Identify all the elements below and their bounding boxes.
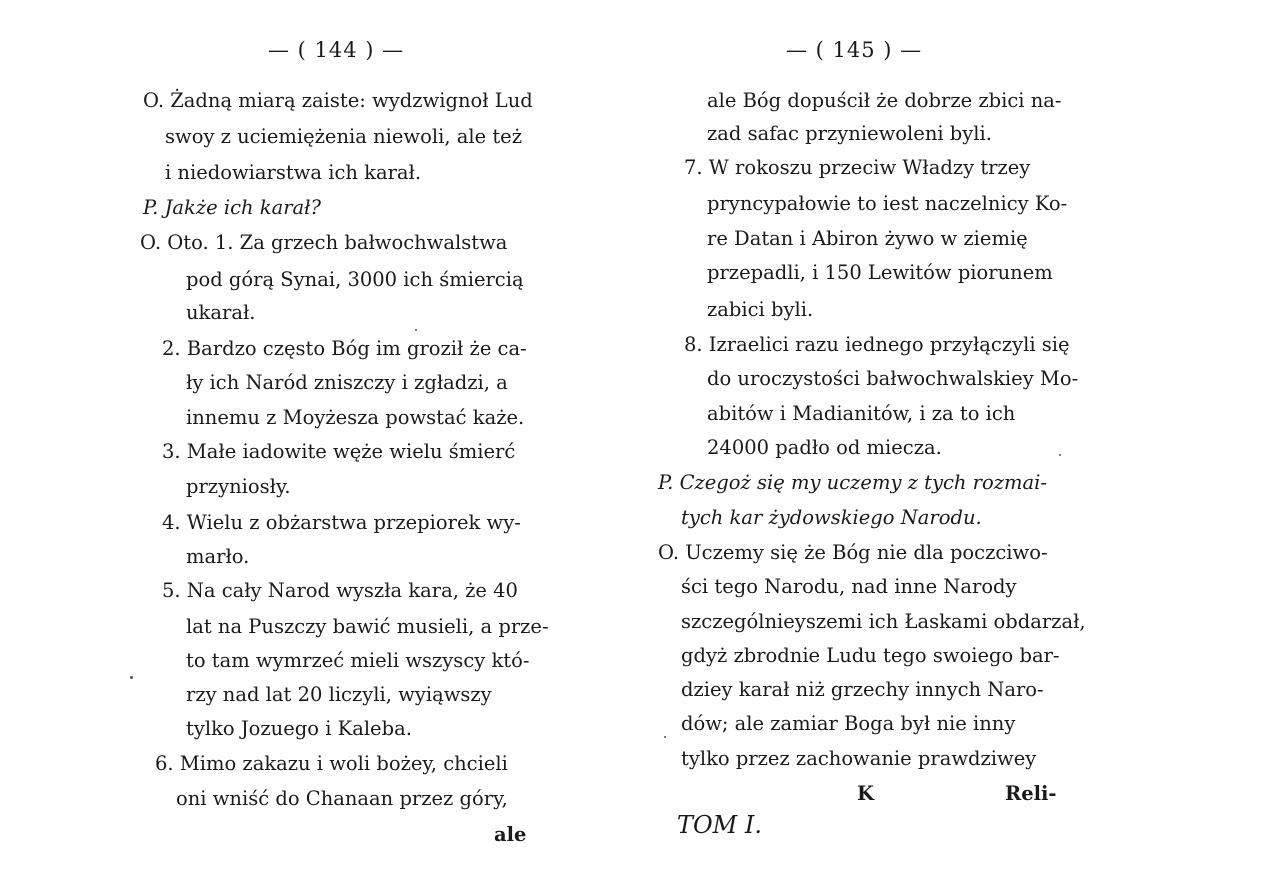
text-line: i niedowiarstwa ich karał. xyxy=(165,161,422,184)
text-line: tylko Jozuego i Kaleba. xyxy=(186,717,412,740)
text-line: oni wniść do Chanaan przez góry, xyxy=(176,787,508,810)
paper-speck xyxy=(415,329,417,331)
text-line: lat na Puszczy bawić musieli, a prze- xyxy=(186,615,549,638)
text-line: swoy z uciemiężenia niewoli, ale też xyxy=(165,125,522,148)
text-line: ści tego Narodu, nad inne Narody xyxy=(681,575,1017,598)
text-line: re Datan i Abiron żywo w ziemię xyxy=(707,227,1028,250)
text-line: zabici byli. xyxy=(707,298,814,321)
text-line: pryncypałowie to iest naczelnicy Ko- xyxy=(707,192,1068,215)
text-line: 24000 padło od miecza. xyxy=(707,436,942,459)
text-line: dziey karał niż grzechy innych Naro- xyxy=(681,678,1044,701)
catchword: Reli- xyxy=(1005,782,1057,805)
text-line: O. Żadną miarą zaiste: wydzwignoł Lud xyxy=(143,89,533,112)
text-line: innemu z Moyżesza powstać każe. xyxy=(186,406,525,429)
text-line: 7. W rokoszu przeciw Władzy trzey xyxy=(684,156,1031,179)
text-line: ukarał. xyxy=(186,301,256,324)
signature-mark: K xyxy=(857,782,874,805)
text-line: 3. Małe iadowite węże wielu śmierć xyxy=(162,440,516,463)
text-line: ale Bóg dopuścił że dobrze zbici na- xyxy=(707,89,1062,112)
text-line: 2. Bardzo często Bóg im groził że ca- xyxy=(162,337,527,360)
question-line: P. Czegoż się my uczemy z tych rozmai- xyxy=(658,471,1047,494)
text-line: dów; ale zamiar Boga był nie inny xyxy=(681,712,1016,735)
question-line: P. Jakże ich karał? xyxy=(143,196,321,219)
text-line: to tam wymrzeć mieli wszyscy któ- xyxy=(186,649,530,672)
text-line: 8. Izraelici razu iednego przyłączyli się xyxy=(684,333,1070,356)
question-line: tych kar żydowskiego Narodu. xyxy=(681,506,982,529)
text-line: rzy nad lat 20 liczyli, wyiąwszy xyxy=(186,683,492,706)
right-page xyxy=(631,0,1263,893)
text-line: 6. Mimo zakazu i woli bożey, chcieli xyxy=(155,752,508,775)
catchword: ale xyxy=(494,823,527,846)
text-line: 4. Wielu z obżarstwa przepiorek wy- xyxy=(162,511,521,534)
page-header-144: — ( 144 ) — xyxy=(268,38,405,62)
paper-speck xyxy=(130,676,133,679)
text-line: 5. Na cały Narod wyszła kara, że 40 xyxy=(162,579,518,602)
text-line: szczególnieyszemi ich Łaskami obdarzał, xyxy=(681,610,1086,633)
text-line: O. Uczemy się że Bóg nie dla poczciwo- xyxy=(658,541,1048,564)
text-line: pod górą Synai, 3000 ich śmiercią xyxy=(186,268,524,291)
text-line: zad safac przyniewoleni byli. xyxy=(707,122,992,145)
text-line: O. Oto. 1. Za grzech bałwochwalstwa xyxy=(140,231,508,254)
paper-speck xyxy=(664,736,666,738)
text-line: marło. xyxy=(186,545,250,568)
text-line: gdyż zbrodnie Ludu tego swoiego bar- xyxy=(681,644,1060,667)
page-header-145: — ( 145 ) — xyxy=(786,38,923,62)
volume-footer: TOM I. xyxy=(677,811,762,839)
text-line: przyniosły. xyxy=(186,475,291,498)
paper-speck xyxy=(1059,454,1061,456)
text-line: abitów i Madianitów, i za to ich xyxy=(707,402,1016,425)
text-line: do uroczystości bałwochwalskiey Mo- xyxy=(707,367,1079,390)
text-line: ły ich Naród zniszczy i zgładzi, a xyxy=(186,371,508,394)
text-line: tylko przez zachowanie prawdziwey xyxy=(681,747,1037,770)
left-page xyxy=(0,0,631,893)
text-line: przepadli, i 150 Lewitów piorunem xyxy=(707,261,1053,284)
